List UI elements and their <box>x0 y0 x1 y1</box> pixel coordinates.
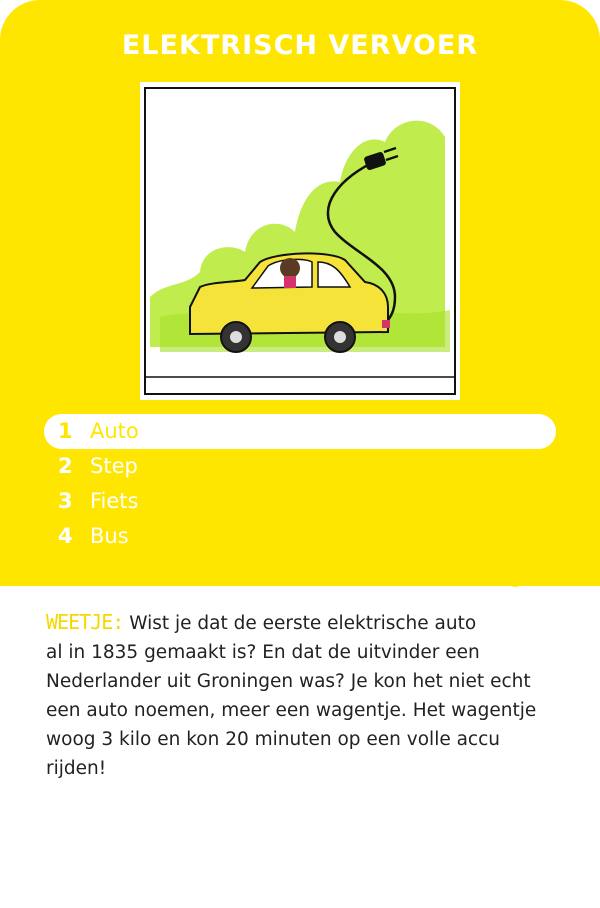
fact-text <box>46 608 566 783</box>
option-number: 4 <box>58 524 73 548</box>
option-bus[interactable] <box>44 519 556 554</box>
fact-line: al in 1835 gemaakt is? En dat de uitvinder een <box>46 642 480 663</box>
illustration-electric-car <box>140 82 460 400</box>
option-label: Auto <box>90 419 139 443</box>
fact-tag: WEETJE: <box>46 610 124 634</box>
fact-line: een auto noemen, meer een wagentje. Het wagentje <box>46 700 537 721</box>
option-step[interactable] <box>44 449 556 484</box>
fact-line: woog 3 kilo en kon 20 minuten op een volle accu <box>46 729 500 750</box>
fact-line: Nederlander uit Groningen was? Je kon het niet echt <box>46 671 531 692</box>
option-label: Fiets <box>90 489 139 513</box>
option-auto[interactable] <box>44 414 556 449</box>
option-label: Bus <box>90 524 129 548</box>
option-number: 1 <box>58 419 73 443</box>
option-fiets[interactable] <box>44 484 556 519</box>
fact-line: rijden! <box>46 758 107 779</box>
answer-options-list <box>44 414 556 554</box>
card-title: ELEKTRISCH VERVOER <box>121 30 479 61</box>
option-number: 2 <box>58 454 73 478</box>
ragged-edge-decoration <box>0 572 600 594</box>
fact-line: Wist je dat de eerste elektrische auto <box>129 613 477 634</box>
option-number: 3 <box>58 489 73 513</box>
option-label: Step <box>90 454 138 478</box>
